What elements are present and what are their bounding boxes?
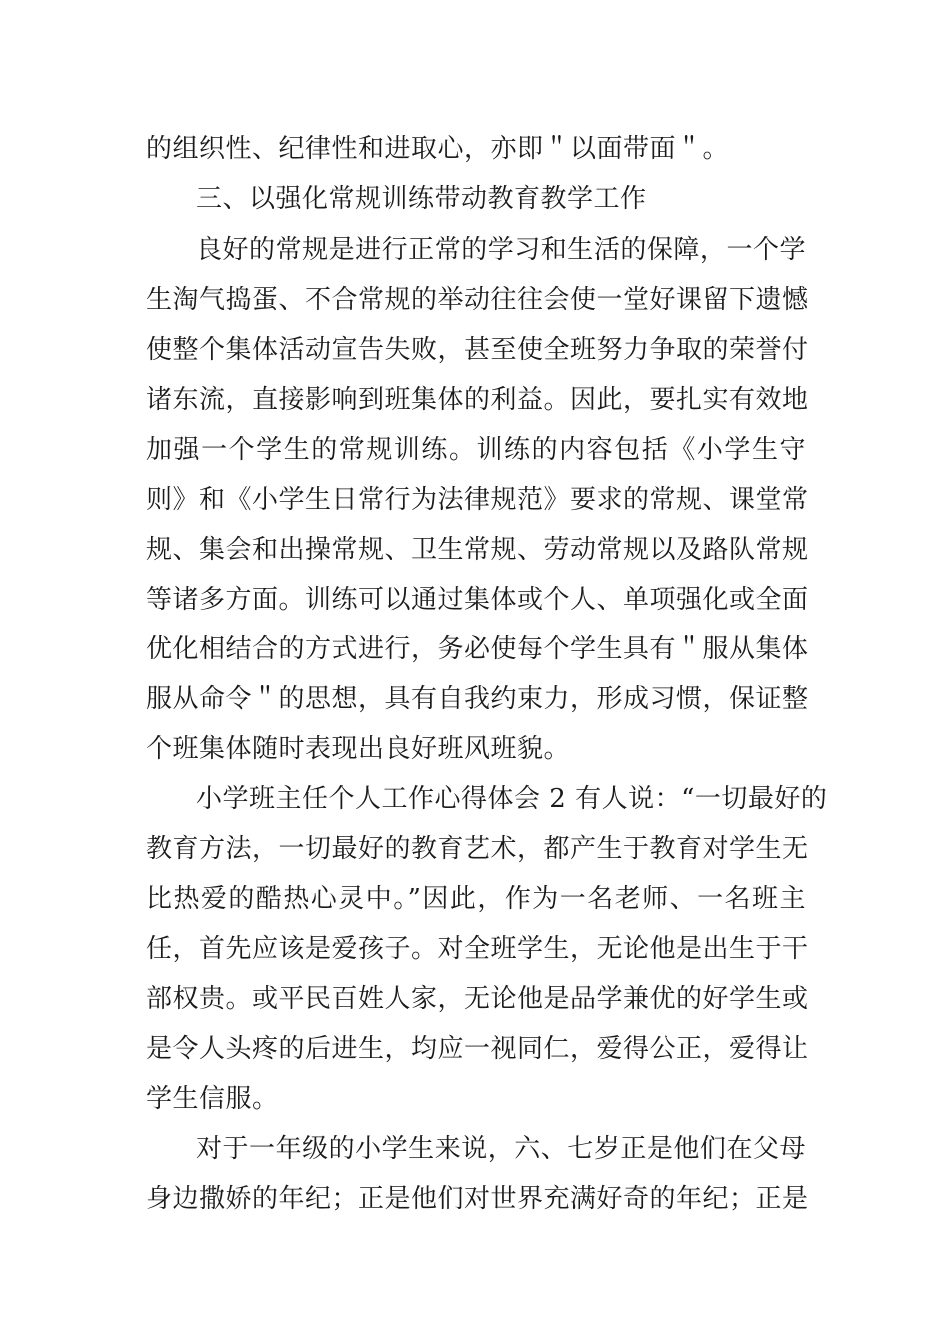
text-line: 比热爱的酷热心灵中。”因此，作为一名老师、一名班主 bbox=[146, 884, 806, 914]
text-line: 学生信服。 bbox=[146, 1084, 279, 1114]
text-line: 优化相结合的方式进行，务必使每个学生具有＂服从集体 bbox=[146, 634, 809, 664]
section-heading: 三、以强化常规训练带动教育教学工作 bbox=[196, 184, 647, 214]
text-line: 则》和《小学生日常行为法律规范》要求的常规、课堂常 bbox=[146, 485, 809, 515]
text-line: 规、集会和出操常规、卫生常规、劳动常规以及路队常规 bbox=[146, 535, 809, 565]
text-line: 身边撒娇的年纪；正是他们对世界充满好奇的年纪；正是 bbox=[146, 1184, 809, 1214]
text-line: 小学班主任个人工作心得体会 2 有人说：“一切最好的 bbox=[196, 784, 828, 814]
text-line: 加强一个学生的常规训练。训练的内容包括《小学生守 bbox=[146, 435, 806, 465]
text-line: 良好的常规是进行正常的学习和生活的保障，一个学 bbox=[196, 235, 806, 265]
text-line: 任，首先应该是爱孩子。对全班学生，无论他是出生于干 bbox=[146, 934, 809, 964]
text-line: 个班集体随时表现出良好班风班貌。 bbox=[146, 734, 571, 764]
text-line: 诸东流，直接影响到班集体的利益。因此，要扎实有效地 bbox=[146, 385, 809, 415]
text-line: 是令人头疼的后进生，均应一视同仁，爱得公正，爱得让 bbox=[146, 1034, 809, 1064]
text-line: 对于一年级的小学生来说，六、七岁正是他们在父母 bbox=[196, 1134, 806, 1164]
text-line: 教育方法，一切最好的教育艺术，都产生于教育对学生无 bbox=[146, 834, 809, 864]
text-line: 使整个集体活动宣告失败，甚至使全班努力争取的荣誉付 bbox=[146, 335, 809, 365]
text-line: 的组织性、纪律性和进取心，亦即＂以面带面＂。 bbox=[146, 134, 730, 164]
text-line: 等诸多方面。训练可以通过集体或个人、单项强化或全面 bbox=[146, 585, 809, 615]
text-line: 生淘气捣蛋、不合常规的举动往往会使一堂好课留下遗憾 bbox=[146, 285, 809, 315]
text-line: 服从命令＂的思想，具有自我约束力，形成习惯，保证整 bbox=[146, 684, 809, 714]
text-line: 部权贵。或平民百姓人家，无论他是品学兼优的好学生或 bbox=[146, 984, 809, 1014]
